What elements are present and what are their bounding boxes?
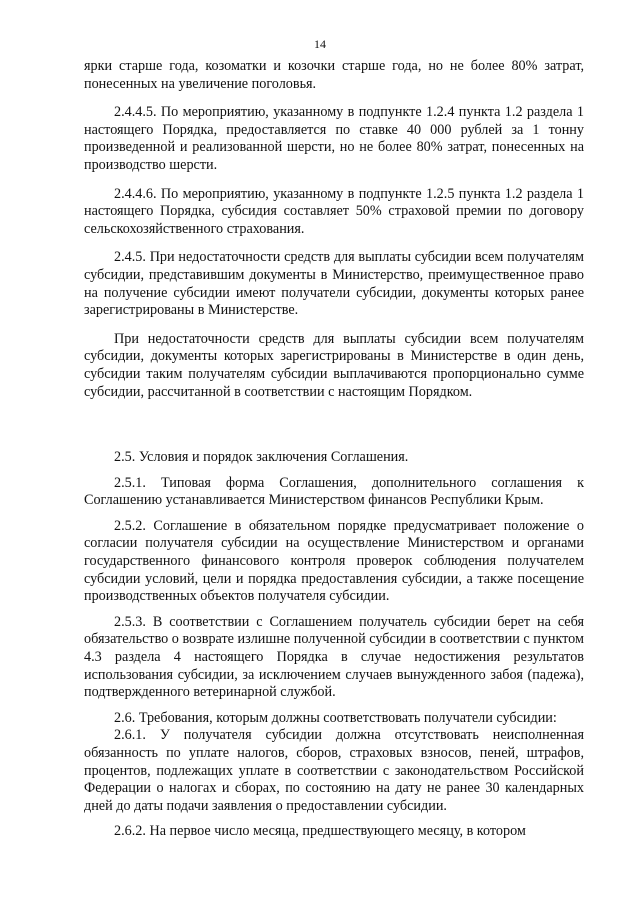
paragraph-2-5-1: 2.5.1. Типовая форма Соглашения, дополнительного соглашения к Соглашению устанавливается Министерством финансов Республики Крым. xyxy=(84,474,584,509)
paragraph-continuation: ярки старше года, козоматки и козочки старше года, но не более 80% затрат, понесенных на увеличение поголовья. xyxy=(84,58,584,92)
page-number: 14 xyxy=(314,37,326,51)
paragraph-2-4-5: 2.4.5. При недостаточности средств для выплаты субсидии всем получателям субсидии, представившим документы в Министерство, преимущественное право на получение субсидии имеют получатели субсидии, документы которых ранее зарегистрированы в Министерстве. xyxy=(84,249,584,319)
document-body xyxy=(84,58,584,841)
paragraph-2-5-2: 2.5.2. Соглашение в обязательном порядке предусматривает положение о согласии получателя субсидии на осуществление Министерством и органами государственного финансового контроля проверок соблюдения получателем субсидии условий, цели и порядка предоставления субсидии, а также посещение производственных объектов получателя субсидии. xyxy=(84,517,584,605)
paragraph-2-4-4-5: 2.4.4.5. По мероприятию, указанному в подпункте 1.2.4 пункта 1.2 раздела 1 настоящего Порядка, предоставляется по ставке 40 000 рублей за 1 тонну произведенной и реализованной шерсти, но не более 80% затрат, понесенных на производство шерсти. xyxy=(84,104,584,173)
paragraph-2-6-1: 2.6.1. У получателя субсидии должна отсутствовать неисполненная обязанность по уплате налогов, сборов, страховых взносов, пеней, штрафов, процентов, подлежащих уплате в соответствии с законодательством Российской Федерации о налогах и сборах, по состоянию на дату не ранее 30 календарных дней до даты подачи заявления о предоставлении субсидии. xyxy=(84,727,584,814)
paragraph-2-4-4-6: 2.4.4.6. По мероприятию, указанному в подпункте 1.2.5 пункта 1.2 раздела 1 настоящего Порядка, субсидия составляет 50% страховой премии по договору сельскохозяйственного страхования. xyxy=(84,185,584,237)
paragraph-2-5-3: 2.5.3. В соответствии с Соглашением получатель субсидии берет на себя обязательство о возврате излишне полученной субсидии в соответствии с пунктом 4.3 раздела 4 настоящего Порядка в случае недостижения результатов использования субсидии, за исключением случаев вынужденного забоя (падежа), подтвержденного ветеринарной службой. xyxy=(84,613,584,701)
section-heading-2-5: 2.5. Условия и порядок заключения Соглашения. xyxy=(114,449,409,466)
paragraph-2-6-2: 2.6.2. На первое число месяца, предшествующего месяцу, в котором xyxy=(114,823,526,840)
section-heading-2-6: 2.6. Требования, которым должны соответствовать получатели субсидии: xyxy=(114,709,557,726)
paragraph-insufficient-funds: При недостаточности средств для выплаты субсидии всем получателям субсидии, документы которых зарегистрированы в Министерстве в один день, субсидии таким получателям субсидии выплачиваются пропорционально сумме субсидии, рассчитанной в соответствии с настоящим Порядком. xyxy=(84,330,584,400)
